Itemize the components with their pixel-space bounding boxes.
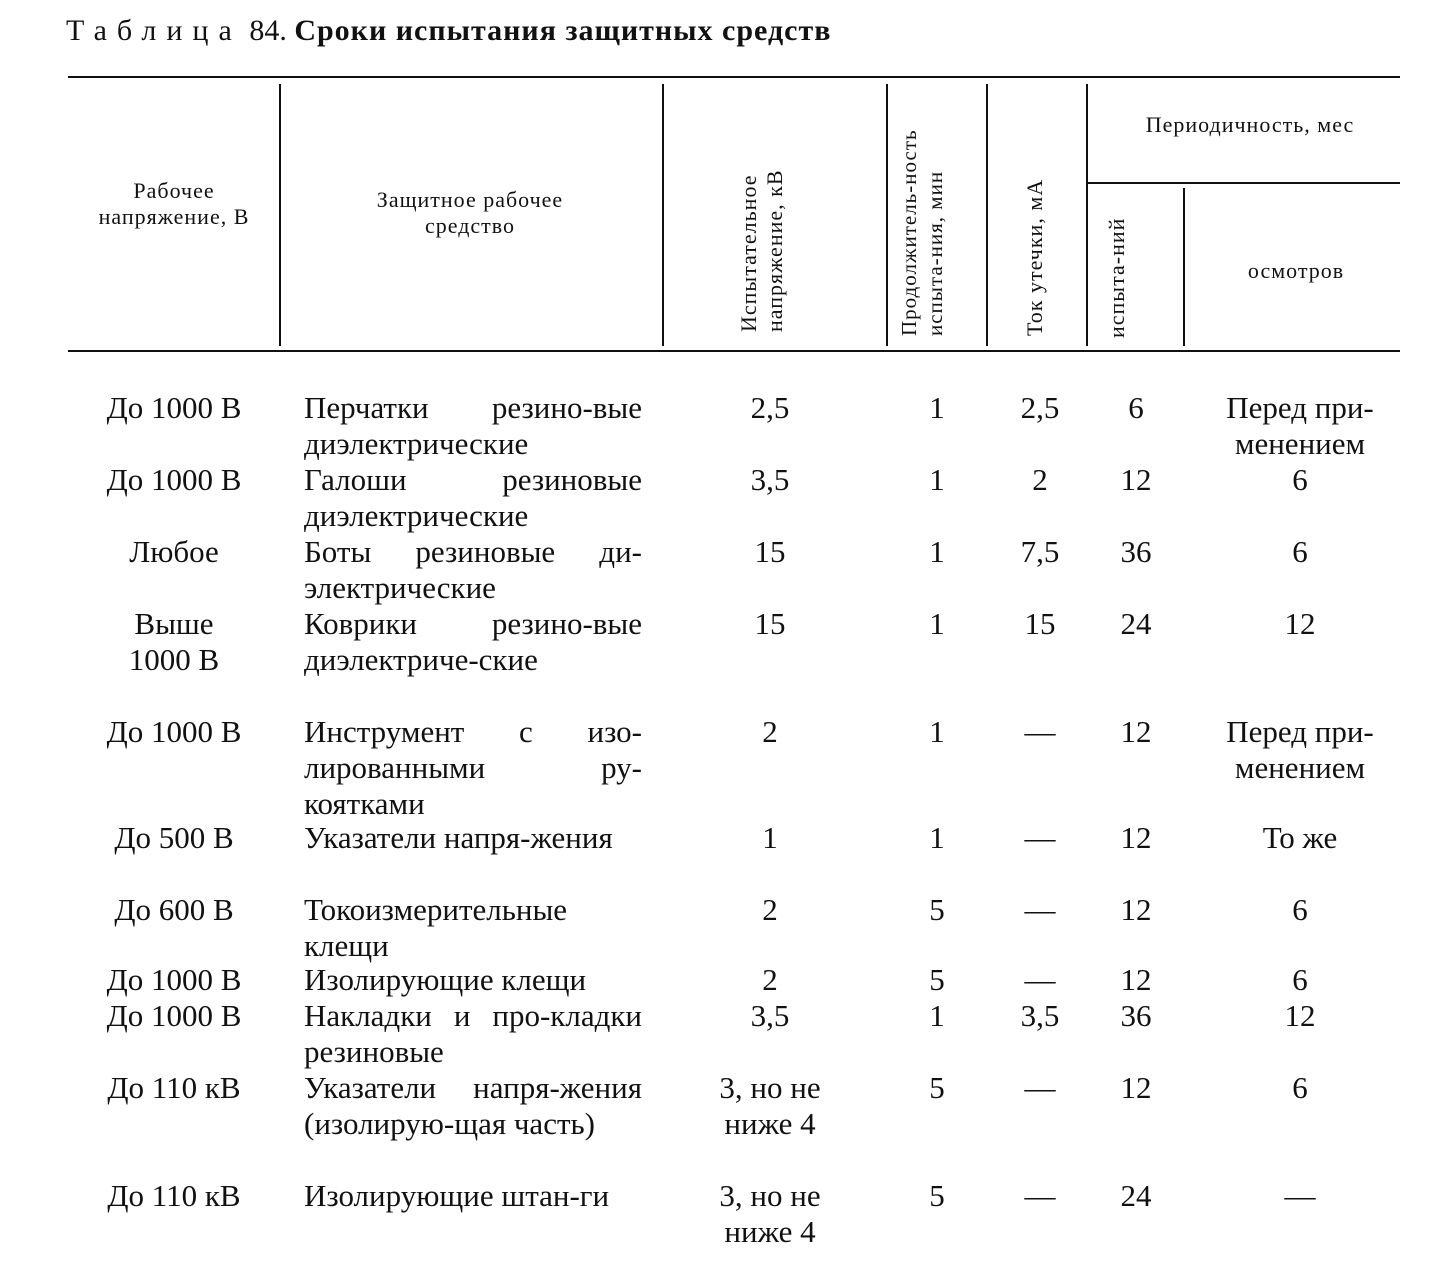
table-cell-inspections: 6 — [1292, 962, 1308, 997]
table-cell-test-voltage: 3,5 — [750, 462, 790, 497]
table-cell-duration: 1 — [929, 390, 945, 425]
table-cell-voltage: До 1000 В — [106, 962, 242, 997]
header-working-voltage: Рабочее напряжение, В — [98, 178, 250, 229]
table-cell-inspections: То же — [1262, 820, 1338, 855]
table-cell-item: Галоши резиновые диэлектрические — [304, 462, 642, 533]
table-cell-item: Указатели напря-жения — [304, 820, 613, 855]
table-cell-voltage: До 1000 В — [106, 998, 242, 1033]
table-cell-item: Инструмент с изо-лированными ру-коятками — [304, 714, 642, 821]
header-leakage-current: Ток утечки, мА — [1022, 178, 1047, 336]
table-cell-voltage: До 1000 В — [106, 462, 242, 497]
table-cell-inspections: 12 — [1284, 606, 1316, 641]
table-cell-duration: 5 — [929, 892, 945, 927]
table-cell-inspections: Перед при-менением — [1226, 390, 1374, 461]
table-cell-voltage: Выше 1000 В — [128, 606, 220, 677]
table-cell-duration: 5 — [929, 1070, 945, 1105]
table-cell-test-voltage: 15 — [754, 606, 786, 641]
table-cell-leakage: — — [1024, 1070, 1056, 1105]
table-cell-tests: 6 — [1128, 390, 1144, 425]
table-cell-tests: 12 — [1120, 462, 1152, 497]
table-cell-leakage: — — [1024, 820, 1056, 855]
col-divider — [1183, 188, 1185, 346]
table-cell-test-voltage: 3, но не ниже 4 — [719, 1178, 821, 1249]
table-cell-voltage: Любое — [129, 534, 219, 569]
table-cell-tests: 24 — [1120, 606, 1152, 641]
table-cell-leakage: — — [1024, 1178, 1056, 1213]
caption-label: Таблица — [66, 14, 242, 47]
table-cell-voltage: До 600 В — [114, 892, 234, 927]
table-cell-leakage: — — [1024, 892, 1056, 927]
table-cell-test-voltage: 2 — [762, 892, 778, 927]
table-cell-duration: 5 — [929, 962, 945, 997]
table-cell-test-voltage: 3, но не ниже 4 — [719, 1070, 821, 1141]
table-cell-tests: 36 — [1120, 534, 1152, 569]
table-cell-test-voltage: 2 — [762, 714, 778, 749]
table-cell-tests: 12 — [1120, 1070, 1152, 1105]
col-divider — [279, 84, 281, 346]
top-rule — [68, 76, 1400, 78]
table-cell-item: Указатели напря-жения (изолирую-щая часть) — [304, 1070, 642, 1141]
table-cell-leakage: — — [1024, 962, 1056, 997]
table-cell-item: Токоизмерительные клещи — [304, 892, 568, 963]
table-cell-duration: 1 — [929, 998, 945, 1033]
table-cell-duration: 5 — [929, 1178, 945, 1213]
table-cell-voltage: До 1000 В — [106, 714, 242, 749]
header-bottom-rule — [68, 350, 1400, 352]
table-cell-inspections: 12 — [1284, 998, 1316, 1033]
table-cell-test-voltage: 1 — [762, 820, 778, 855]
table-cell-tests: 12 — [1120, 962, 1152, 997]
table-cell-item: Перчатки резино-вые диэлектрические — [304, 390, 642, 461]
header-duration: Продолжитель-ность испыта-ния, мин — [897, 129, 947, 336]
table-cell-voltage: До 110 кВ — [107, 1178, 241, 1213]
table-cell-test-voltage: 15 — [754, 534, 786, 569]
table-cell-leakage: 2,5 — [1020, 390, 1060, 425]
table-cell-leakage: 2 — [1032, 462, 1048, 497]
header-periodicity: Периодичность, мес — [1145, 112, 1355, 137]
header-protective-item: Защитное рабочее средство — [376, 187, 564, 238]
table-cell-item: Боты резиновые ди-электрические — [304, 534, 642, 605]
table-cell-duration: 1 — [929, 820, 945, 855]
col-divider — [986, 84, 988, 346]
header-test-voltage: Испытательное напряжение, кВ — [736, 169, 787, 332]
table-cell-duration: 1 — [929, 606, 945, 641]
table-cell-voltage: До 1000 В — [106, 390, 242, 425]
table-cell-duration: 1 — [929, 462, 945, 497]
table-cell-inspections: 6 — [1292, 1070, 1308, 1105]
table-caption — [66, 14, 831, 48]
header-tests: испыта-ний — [1104, 217, 1129, 338]
table-cell-tests: 36 — [1120, 998, 1152, 1033]
table-cell-leakage: 7,5 — [1020, 534, 1060, 569]
table-cell-item: Накладки и про-кладки резиновые — [304, 998, 642, 1069]
table-cell-tests: 12 — [1120, 892, 1152, 927]
header-inspections: осмотров — [1247, 258, 1345, 283]
table-cell-test-voltage: 2,5 — [750, 390, 790, 425]
col-divider — [886, 84, 888, 346]
caption-number: 84. — [249, 14, 287, 47]
table-cell-inspections: 6 — [1292, 892, 1308, 927]
table-cell-tests: 12 — [1120, 820, 1152, 855]
table-cell-item: Коврики резино-вые диэлектриче-ские — [304, 606, 642, 677]
table-cell-item: Изолирующие штан-ги — [304, 1178, 610, 1213]
table-cell-duration: 1 — [929, 534, 945, 569]
table-cell-inspections: — — [1284, 1178, 1316, 1213]
table-cell-tests: 24 — [1120, 1178, 1152, 1213]
table-cell-leakage: — — [1024, 714, 1056, 749]
col-divider — [662, 84, 664, 346]
table-cell-leakage: 15 — [1024, 606, 1056, 641]
table-cell-inspections: 6 — [1292, 534, 1308, 569]
table-cell-test-voltage: 3,5 — [750, 998, 790, 1033]
col-divider — [1086, 84, 1088, 346]
table-cell-tests: 12 — [1120, 714, 1152, 749]
table-cell-voltage: До 110 кВ — [107, 1070, 241, 1105]
caption-title: Сроки испытания защитных средств — [294, 14, 832, 47]
table-cell-voltage: До 500 В — [114, 820, 234, 855]
table-cell-test-voltage: 2 — [762, 962, 778, 997]
table-cell-inspections: 6 — [1292, 462, 1308, 497]
table-cell-duration: 1 — [929, 714, 945, 749]
periodicity-subrule — [1088, 182, 1400, 184]
table-cell-leakage: 3,5 — [1020, 998, 1060, 1033]
table-cell-inspections: Перед при-менением — [1226, 714, 1374, 785]
table-cell-item: Изолирующие клещи — [304, 962, 587, 997]
